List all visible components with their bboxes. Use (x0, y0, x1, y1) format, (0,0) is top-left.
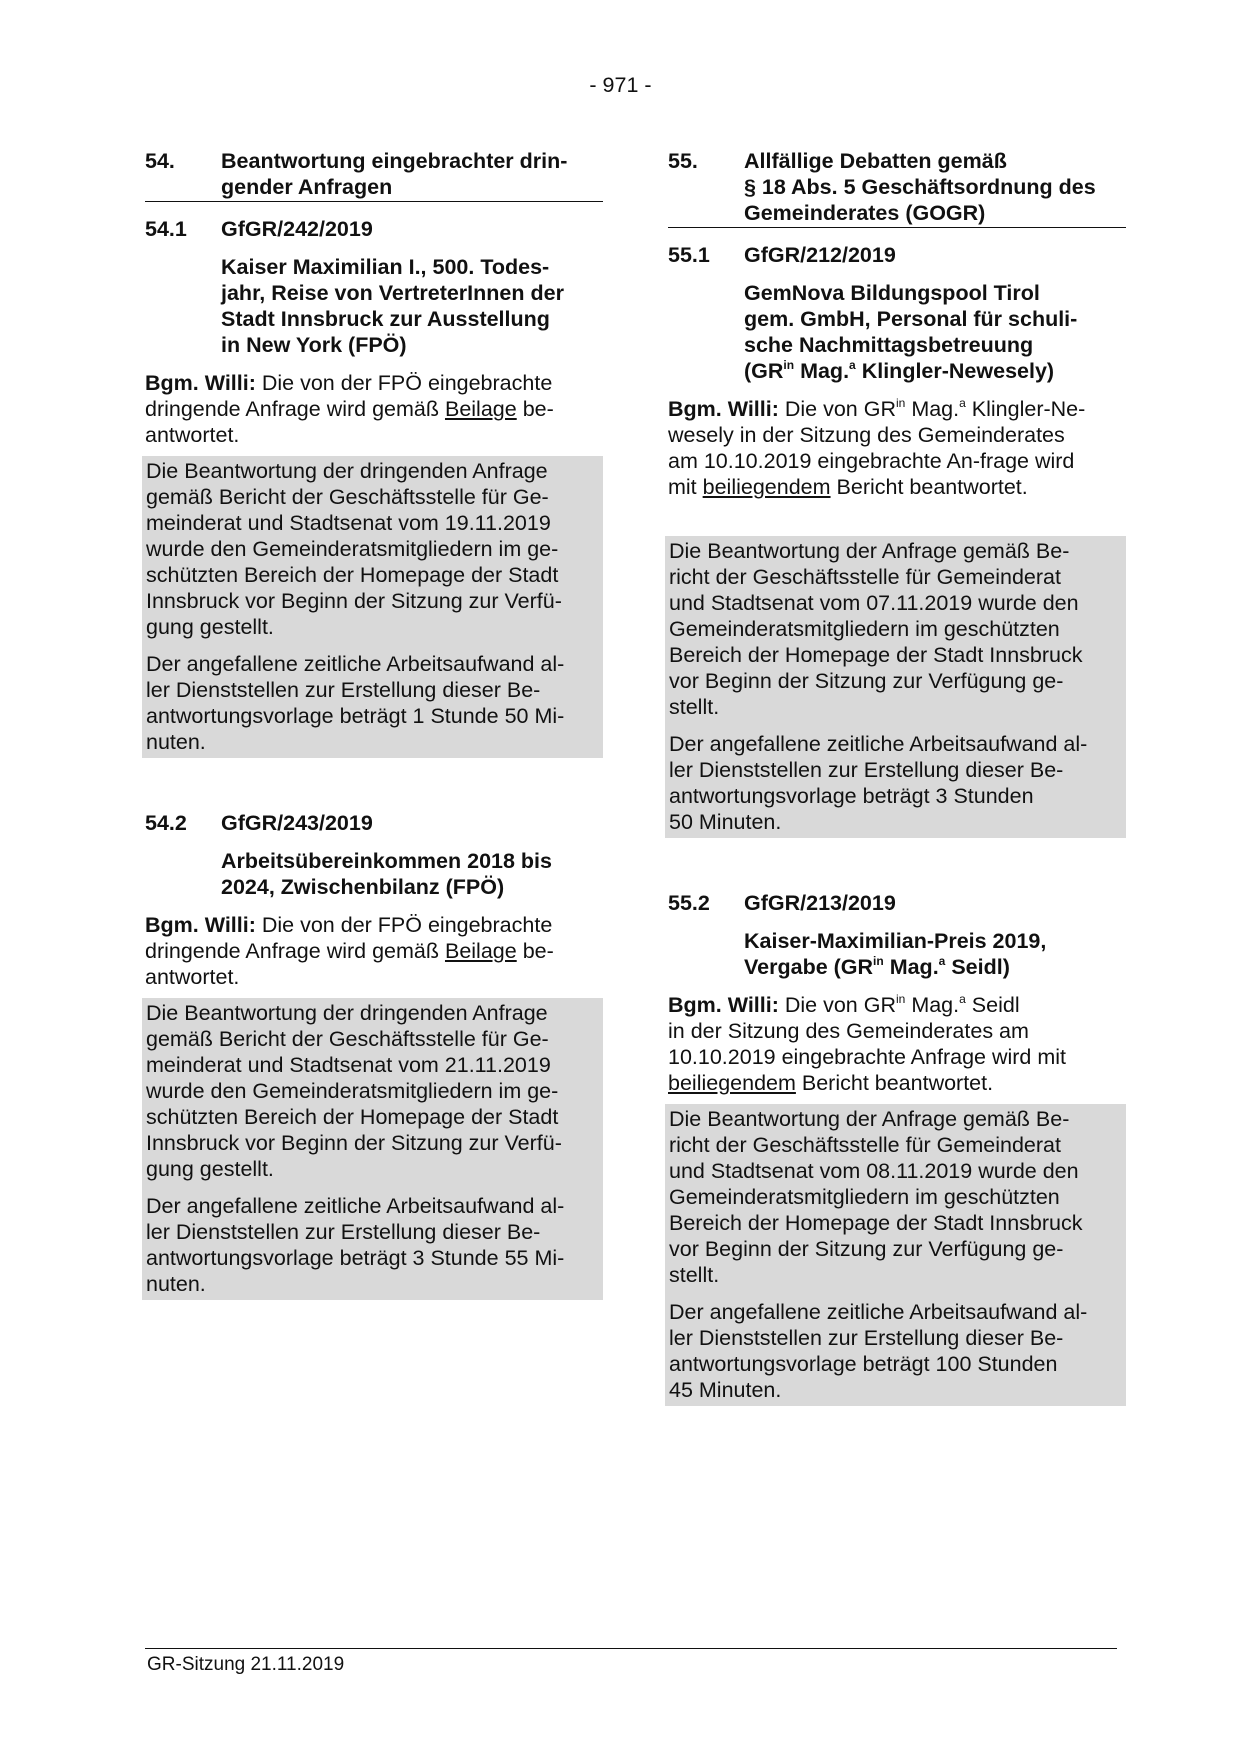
subject-line: Stadt Innsbruck zur Ausstellung (221, 307, 550, 331)
left-column (145, 148, 603, 1300)
note-paragraph: Die Beantwortung der Anfrage gemäß Be- richt der Geschäftsstelle für Gemeinderat und Stadtsenat vom 08.11.2019 wurde den Gemeinderatsmitgliedern im geschützten Bereich der Homepage der Stadt Innsbruck vor Beginn der Sitzung zur Verfügung ge- stellt. (669, 1107, 1083, 1287)
answer-text: 10.10.2019 eingebrachte Anfrage wird mit (668, 1045, 1067, 1069)
item-55-2-subject (744, 928, 1126, 980)
item-54-2-subject (221, 848, 603, 900)
item-code: GfGR/243/2019 (221, 811, 373, 835)
answer-text: in der Sitzung des Gemeinderates am (668, 1019, 1029, 1043)
title-line: Beantwortung eingebrachter drin- (221, 149, 568, 173)
title-line: Gemeinderates (GOGR) (744, 201, 986, 225)
workload-paragraph: Der angefallene zeitliche Arbeitsaufwand al- ler Dienststellen zur Erstellung dieser Be- antwortungsvorlage beträgt 1 Stunde 50 Mi- nuten. (146, 652, 565, 754)
answer-text: dringende Anfrage wird gemäß (145, 397, 445, 421)
item-55-2-answer: Bgm. Willi: Die von $GR^{in}$ Mag.$^a$ Seidl in der Sitzung des Gemeinderates am 10.10.2019 eingebrachte Anfrage wird mit beiliegendem Bericht beantwortet. (668, 992, 1126, 1096)
subject-line: Kaiser-Maximilian-Preis 2019, (744, 929, 1047, 953)
item-55-1-answer: Bgm. Willi: Die von $GR^{in}$ Mag.$^a$ Klingler-Ne- wesely in der Sitzung des Gemeinderates am 10.10.2019 eingebrachte An-frage wird mit beiliegendem Bericht beantwortet. (668, 396, 1126, 500)
subject-line: sche Nachmittagsbetreuung (744, 333, 1034, 357)
item-54-1-heading (145, 216, 603, 242)
workload-paragraph: Der angefallene zeitliche Arbeitsaufwand al- ler Dienststellen zur Erstellung dieser Be- antwortungsvorlage beträgt 100 Stunden 45 Minuten. (669, 1300, 1088, 1402)
item-code: GfGR/213/2019 (744, 891, 896, 915)
section-title (744, 148, 1126, 226)
subject-line: GemNova Bildungspool Tirol (744, 281, 1040, 305)
answer-text: be- (516, 939, 554, 963)
subject-line: in New York (FPÖ) (221, 333, 407, 357)
section-title (221, 148, 603, 200)
item-55-2-note-box (665, 1104, 1126, 1406)
section-number: 55. (668, 149, 698, 173)
item-54-2-answer (145, 912, 603, 990)
beiliegendem-link[interactable]: beiliegendem (668, 1071, 796, 1095)
item-code: GfGR/242/2019 (221, 217, 373, 241)
section-number: 54. (145, 149, 175, 173)
item-54-2-note-box (142, 998, 603, 1300)
right-column (668, 148, 1126, 1406)
section-54-heading (145, 148, 603, 202)
note-paragraph: Die Beantwortung der Anfrage gemäß Be- richt der Geschäftsstelle für Gemeinderat und Stadtsenat vom 07.11.2019 wurde den Gemeinderatsmitgliedern im geschützten Bereich der Homepage der Stadt Innsbruck vor Beginn der Sitzung zur Verfügung ge- stellt. (669, 539, 1083, 719)
item-54-1-subject (221, 254, 603, 358)
subject-line: gem. GmbH, Personal für schuli- (744, 307, 1078, 331)
footer-text: GR-Sitzung 21.11.2019 (147, 1654, 345, 1675)
item-54-2-heading (145, 810, 603, 836)
beilage-link[interactable]: Beilage (444, 939, 517, 963)
note-paragraph: Die Beantwortung der dringenden Anfrage gemäß Bericht der Geschäftsstelle für Ge- meinderat und Stadtsenat vom 19.11.2019 wurde den Gemeinderatsmitgliedern im ge- schützten Bereich der Homepage der Stadt Innsbruck vor Beginn der Sitzung zur Verfü- gung gestellt. (146, 459, 562, 639)
answer-text: Die von der FPÖ eingebrachte (255, 913, 553, 937)
answer-text: wesely in der Sitzung des Gemeinderates (668, 423, 1065, 447)
item-number: 54.1 (145, 217, 187, 241)
item-54-1-answer (145, 370, 603, 448)
answer-text: Die von der FPÖ eingebrachte (255, 371, 553, 395)
item-55-1-note-box (665, 536, 1126, 838)
speaker: Bgm. Willi: (668, 993, 779, 1017)
title-line: gender Anfragen (221, 175, 393, 199)
item-number: 54.2 (145, 811, 187, 835)
subject-line: Kaiser Maximilian I., 500. Todes- (221, 255, 550, 279)
footer-divider (145, 1648, 1117, 1649)
item-number: 55.1 (668, 243, 710, 267)
speaker: Bgm. Willi: (145, 913, 256, 937)
subject-line: jahr, Reise von VertreterInnen der (221, 281, 564, 305)
workload-paragraph: Der angefallene zeitliche Arbeitsaufwand al- ler Dienststellen zur Erstellung dieser Be- antwortungsvorlage beträgt 3 Stunden 50 Minuten. (669, 732, 1088, 834)
subject-line: Arbeitsübereinkommen 2018 bis (221, 849, 552, 873)
item-55-2-heading (668, 890, 1126, 916)
page-number: - 971 - (589, 73, 652, 97)
answer-text: antwortet. (145, 965, 240, 989)
answer-text: antwortet. (145, 423, 240, 447)
speaker: Bgm. Willi: (668, 397, 779, 421)
item-54-1-note-box (142, 456, 603, 758)
title-line: § 18 Abs. 5 Geschäftsordnung des (744, 175, 1096, 199)
item-number: 55.2 (668, 891, 710, 915)
item-code: GfGR/212/2019 (744, 243, 896, 267)
workload-paragraph: Der angefallene zeitliche Arbeitsaufwand al- ler Dienststellen zur Erstellung dieser Be- antwortungsvorlage beträgt 3 Stunde 55 Mi- nuten. (146, 1194, 565, 1296)
answer-text: dringende Anfrage wird gemäß (145, 939, 445, 963)
subject-line: Vergabe ($GR^{in}$ Mag.$^a$ Seidl) (744, 954, 1010, 979)
item-55-1-heading (668, 242, 1126, 268)
answer-text: be- (516, 397, 554, 421)
beiliegendem-link[interactable]: beiliegendem (702, 475, 831, 499)
note-paragraph: Die Beantwortung der dringenden Anfrage gemäß Bericht der Geschäftsstelle für Ge- meinderat und Stadtsenat vom 21.11.2019 wurde den Gemeinderatsmitgliedern im ge- schützten Bereich der Homepage der Stadt Innsbruck vor Beginn der Sitzung zur Verfü- gung gestellt. (146, 1001, 562, 1181)
subject-line: ($GR^{in}$ Mag.$^a$ Klingler-Newesely) (744, 358, 1055, 383)
subject-line: 2024, Zwischenbilanz (FPÖ) (221, 875, 505, 899)
title-line: Allfällige Debatten gemäß (744, 149, 1007, 173)
beilage-link[interactable]: Beilage (444, 397, 517, 421)
item-55-1-subject (744, 280, 1126, 384)
answer-text: am 10.10.2019 eingebrachte An-frage wird (668, 449, 1075, 473)
speaker: Bgm. Willi: (145, 371, 256, 395)
section-55-heading (668, 148, 1126, 228)
